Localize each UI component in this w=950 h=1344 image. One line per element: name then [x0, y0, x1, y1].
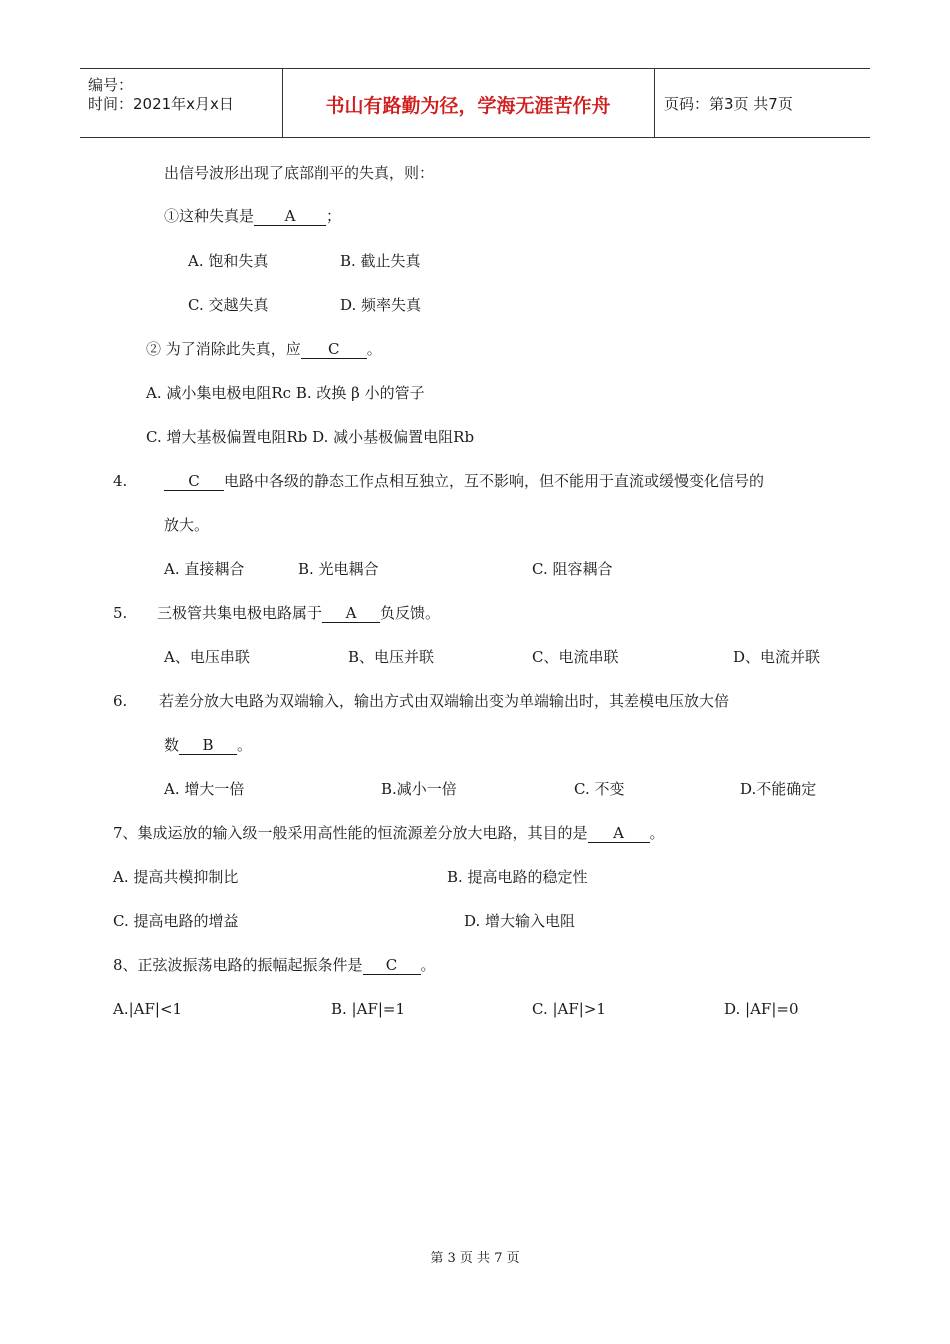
- page-footer: 第 3 页 共 7 页: [430, 1251, 520, 1266]
- q4-answer-blank: C: [164, 472, 224, 491]
- q3b-text: ② 为了消除此失真，应: [146, 340, 301, 358]
- q5-text: 三极管共集电极电路属于: [157, 604, 323, 622]
- q3a-option-a: A. 饱和失真: [188, 252, 269, 270]
- q3a-text: ①这种失真是: [164, 207, 255, 225]
- q4-option-a: A. 直接耦合: [164, 560, 245, 578]
- q6-option-c: C. 不变: [574, 780, 625, 798]
- q5-option-a: A、电压串联: [164, 648, 250, 666]
- q7-option-d: D. 增大输入电阻: [464, 912, 576, 930]
- q5-text-end: 负反馈。: [380, 604, 441, 622]
- q8-option-a: A.|AF|<1: [113, 1000, 183, 1018]
- q6-number: 6.: [113, 692, 128, 710]
- page-header: [80, 68, 870, 138]
- q7-answer-blank: A: [588, 824, 650, 843]
- q3a-stem: [164, 206, 341, 226]
- header-motto-cell: [282, 69, 655, 137]
- motto: 书山有路勤为径，学海无涯苦作舟: [325, 95, 611, 117]
- q7-stem: [113, 823, 665, 843]
- q6-stem: 若差分放大电路为双端输入，输出方式由双端输出变为单端输出时，其差模电压放大倍: [159, 692, 730, 710]
- q8-punct: 。: [420, 956, 436, 974]
- q8-text: 8、正弦波振荡电路的振幅起振条件是: [113, 956, 363, 974]
- q5-option-b: B、电压并联: [348, 648, 435, 666]
- q8-option-d: D. |AF|=0: [724, 1000, 799, 1018]
- date-label: 时间：2021年x月x日: [88, 95, 234, 113]
- q8-option-c: C. |AF|>1: [532, 1000, 606, 1018]
- q6-punct: 。: [237, 736, 253, 754]
- q6-option-b: B.减小一倍: [381, 780, 457, 798]
- q3a-answer-blank: A: [254, 207, 326, 226]
- header-page-cell: [654, 69, 870, 137]
- q3b-options-cd: C. 增大基极偏置电阻Rb D. 减小基极偏置电阻Rb: [146, 428, 475, 446]
- q8-stem: [113, 955, 436, 975]
- q7-punct: 。: [649, 824, 665, 842]
- q4-stem-cont: 放大。: [164, 516, 210, 534]
- q4-stem: [164, 471, 764, 491]
- q8-option-b: B. |AF|=1: [331, 1000, 406, 1018]
- q3b-options-ab: A. 减小集电极电阻Rc B. 改换 β 小的管子: [146, 384, 425, 402]
- q6-answer-blank: B: [179, 736, 237, 755]
- q7-option-b: B. 提高电路的稳定性: [447, 868, 588, 886]
- number-label: 编号：: [88, 76, 134, 94]
- page-info: 页码：第3页 共7页: [664, 95, 793, 113]
- q8-answer-blank: C: [363, 956, 421, 975]
- q7-option-a: A. 提高共模抑制比: [113, 868, 239, 886]
- q3a-option-d: D. 频率失真: [340, 296, 422, 314]
- q4-option-b: B. 光电耦合: [298, 560, 379, 578]
- q6-option-d: D.不能确定: [740, 780, 817, 798]
- q5-answer-blank: A: [322, 604, 380, 623]
- header-meta: [80, 69, 283, 137]
- q5-option-c: C、电流串联: [532, 648, 619, 666]
- q7-option-c: C. 提高电路的增益: [113, 912, 239, 930]
- q6-stem-cont: [164, 735, 252, 755]
- q3a-option-b: B. 截止失真: [340, 252, 421, 270]
- q3a-option-c: C. 交越失真: [188, 296, 269, 314]
- q7-text: 7、集成运放的输入级一般采用高性能的恒流源差分放大电路，其目的是: [113, 824, 588, 842]
- q6-option-a: A. 增大一倍: [164, 780, 245, 798]
- q5-stem: [157, 603, 440, 623]
- q4-option-c: C. 阻容耦合: [532, 560, 613, 578]
- q5-option-d: D、电流并联: [733, 648, 821, 666]
- q3b-answer-blank: C: [301, 340, 367, 359]
- q5-number: 5.: [113, 604, 128, 622]
- q4-text: 电路中各级的静态工作点相互独立，互不影响，但不能用于直流或缓慢变化信号的: [224, 472, 765, 490]
- q4-number: 4.: [113, 472, 128, 490]
- q6-text: 数: [164, 736, 180, 754]
- continuation-line: 出信号波形出现了底部削平的失真，则：: [164, 164, 435, 182]
- q3b-punct: 。: [366, 340, 382, 358]
- q3a-punct: ；: [326, 207, 342, 225]
- q3b-stem: [146, 339, 382, 359]
